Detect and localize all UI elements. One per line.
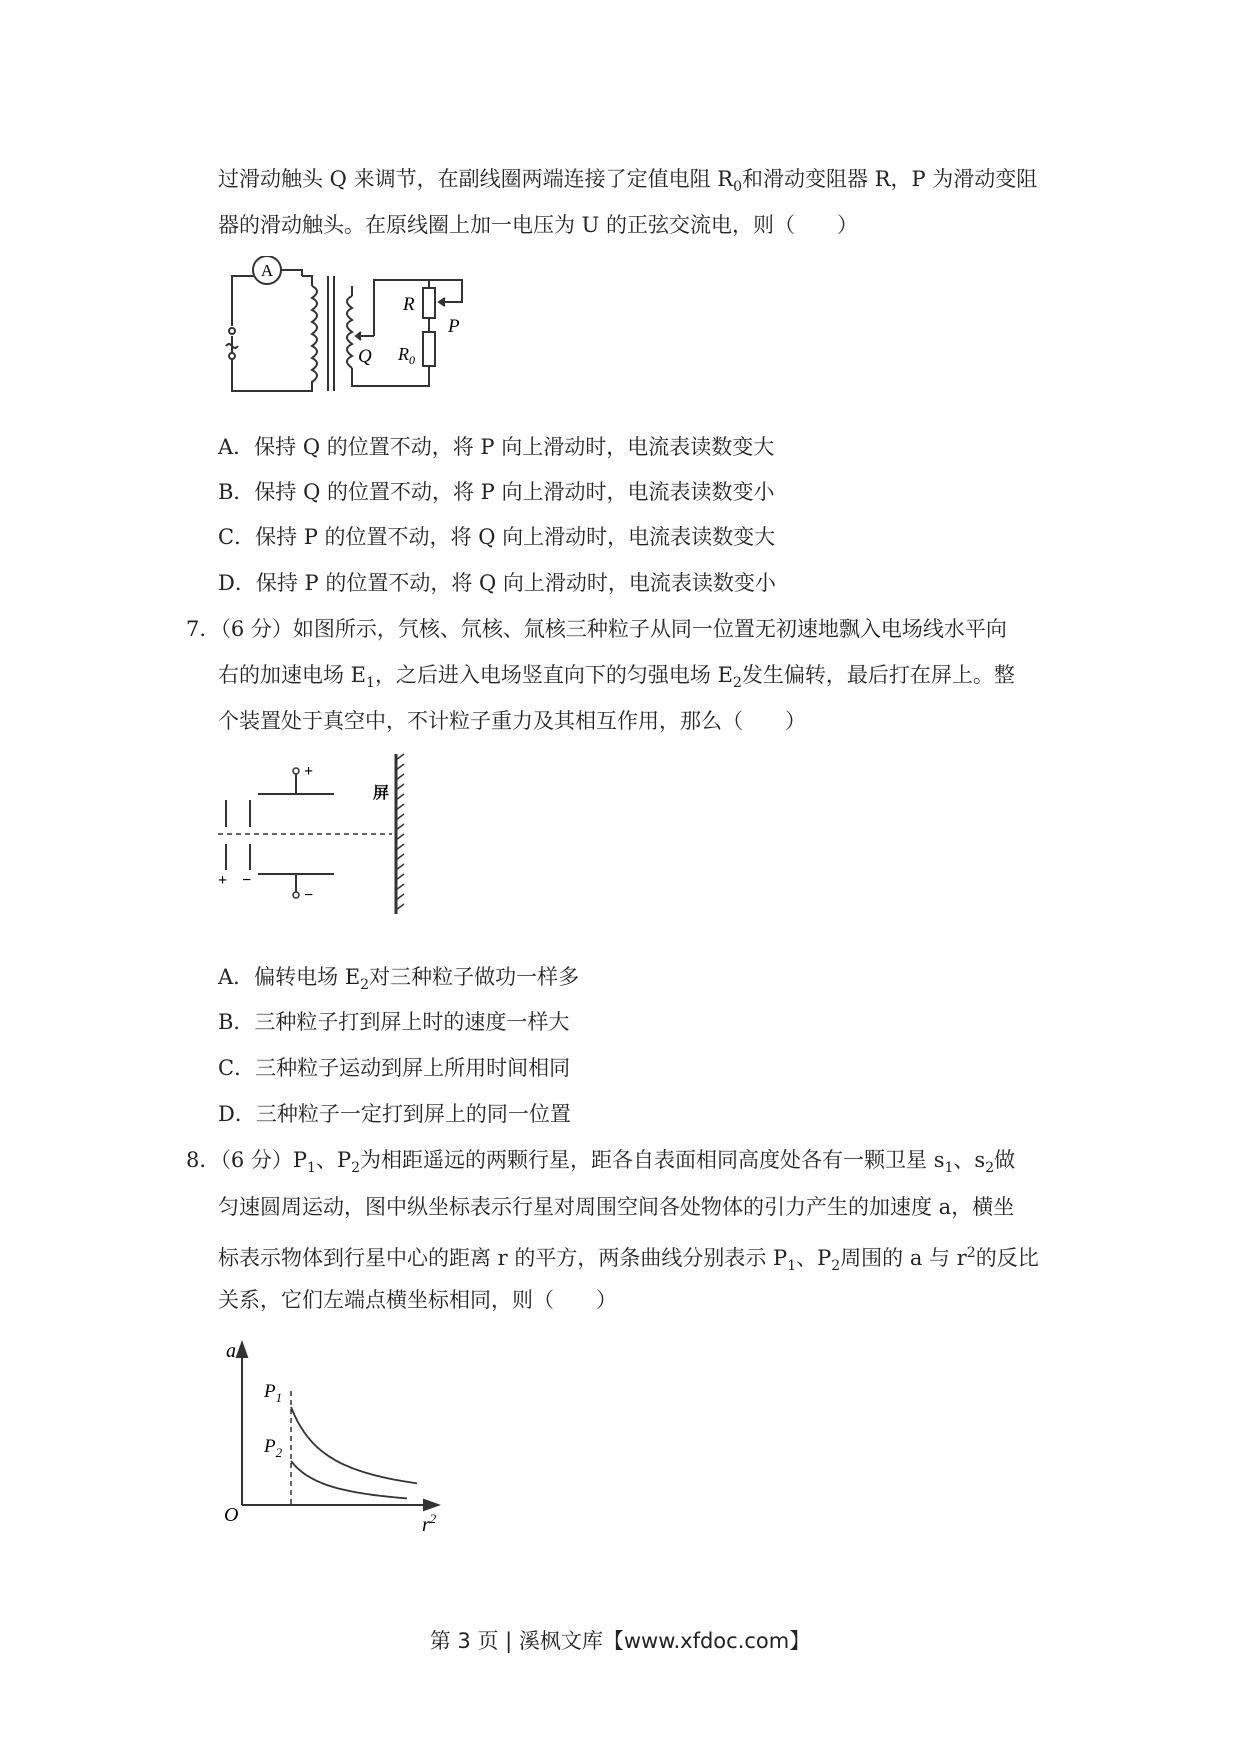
origin-label: O [224,1504,239,1526]
x-axis-label: $r^2$ [422,1511,437,1536]
q6-option-d[interactable]: D．保持 P 的位置不动，将 Q 向上滑动时，电流表读数变小 [218,571,776,595]
a-axis-label: a [226,1340,236,1362]
q7-option-d[interactable]: D．三种粒子一定打到屏上的同一位置 [218,1102,571,1126]
q6-option-c[interactable]: C．保持 P 的位置不动，将 Q 向上滑动时，电流表读数变大 [218,525,776,549]
plus-top-label: + [304,763,314,780]
r-label: R [403,294,415,315]
q8-line-3: 标表示物体到行星中心的距离 r 的平方，两条曲线分别表示 $P_1$、$P_2$周围的 a 与 $r^2$的反比 [218,1245,1039,1275]
plus-left-label: + [218,872,228,889]
ammeter-label: A [260,261,274,280]
q6-line-1: 过滑动触头 Q 来调节，在副线圈两端连接了定值电阻 $R_0$和滑动变阻器 R，P 为滑动变阻 [218,167,1038,196]
q7-line-1: 7．（6 分）如图所示，氕核、氘核、氚核三种粒子从同一位置无初速地飘入电场线水平向 [186,617,1007,641]
q7-line-2: 右的加速电场 $E_1$，之后进入电场竖直向下的匀强电场 $E_2$发生偏转，最后打在屏上。整 [218,663,1015,692]
q8-line-2: 匀速圆周运动，图中纵坐标表示行星对周围空间各处物体的引力产生的加速度 a，横坐 [218,1195,1015,1219]
screen-label: 屏 [373,785,390,802]
p-label: P [448,316,460,337]
q8-line-4: 关系，它们左端点横坐标相同，则（ ） [218,1288,617,1312]
minus-bottom-label: − [304,887,314,904]
q8-line-1: 8．（6 分）$P_1$、$P_2$为相距遥远的两颗行星，距各自表面相同高度处各有一颗卫星 $s_1$、$s_2$做 [186,1148,1016,1177]
minus-left-label: − [242,872,252,889]
q7-option-c[interactable]: C．三种粒子运动到屏上所用时间相同 [218,1056,571,1080]
q7-option-b[interactable]: B．三种粒子打到屏上时的速度一样大 [218,1010,570,1034]
r0-label: $R_0$ [398,344,415,367]
q8-acceleration-graph [212,1335,452,1540]
q-label: Q [358,346,372,367]
q6-option-b[interactable]: B．保持 Q 的位置不动，将 P 向上滑动时，电流表读数变小 [218,480,775,504]
page-footer: 第 3 页 | 溪枫文库【www.xfdoc.com】 [429,1629,811,1653]
p1-curve [291,1407,417,1483]
p1-label: $P_1$ [264,1381,283,1405]
p2-label: $P_2$ [264,1436,283,1460]
q6-option-a[interactable]: A．保持 Q 的位置不动，将 P 向上滑动时，电流表读数变大 [218,435,775,459]
q7-deflection-apparatus [216,752,416,917]
q7-line-3: 个装置处于真空中，不计粒子重力及其相互作用，那么（ ） [218,709,806,733]
q7-option-a[interactable]: A．偏转电场 $E_2$对三种粒子做功一样多 [218,965,580,994]
q6-transformer-circuit [222,256,482,401]
q6-line-2: 器的滑动触头。在原线圈上加一电压为 U 的正弦交流电，则（ ） [218,213,859,237]
